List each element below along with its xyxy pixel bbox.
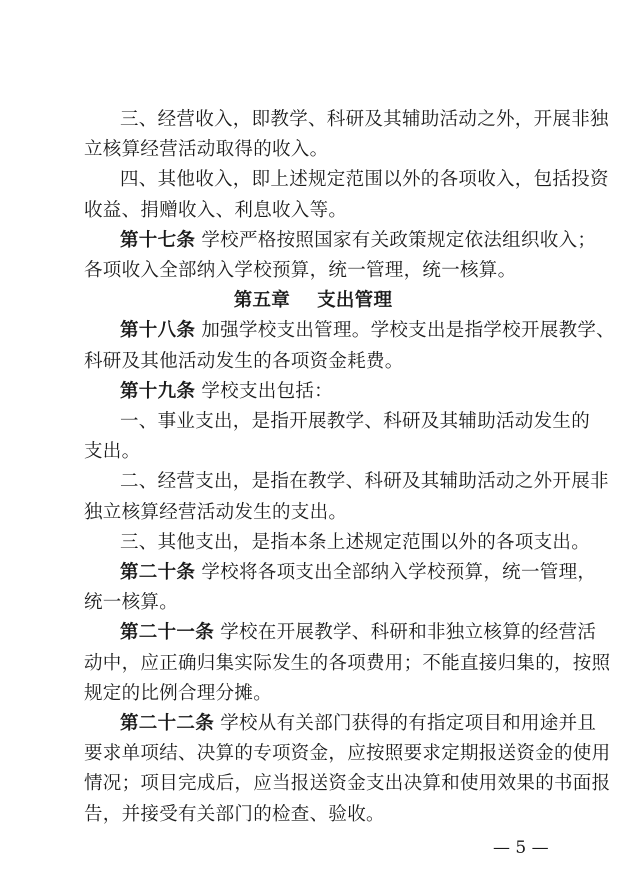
text-line: 一、事业支出，是指开展教学、科研及其辅助活动发生的 [120, 411, 591, 432]
article-line: 第二十条 学校将各项支出全部纳入学校预算，统一管理， [120, 562, 597, 583]
chapter-heading: 第五章 支出管理 [233, 290, 393, 312]
text-line: 各项收入全部纳入学校预算，统一管理，统一核算。 [84, 260, 517, 281]
article-label: 第十九条 [120, 380, 196, 402]
article-label: 第二十二条 [120, 713, 215, 734]
article-label: 第十七条 [120, 229, 196, 251]
page-number: — 5 — [493, 838, 549, 858]
text-line: 四、其他收入，即上述规定范围以外的各项收入，包括投资 [120, 169, 609, 191]
text-line: 情况；项目完成后，应当报送资金支出决算和使用效果的书面报 [84, 773, 611, 795]
text-line: 立核算经营活动取得的收入。 [84, 139, 329, 161]
text-line: 要求单项结、决算的专项资金，应按照要求定期报送资金的使用 [84, 743, 611, 765]
article-label: 第二十一条 [120, 622, 215, 644]
text-line: 科研及其他活动发生的各项资金耗费。 [84, 350, 404, 372]
article-line: 第十九条 学校支出包括： [120, 380, 333, 402]
article-line: 第二十一条 学校在开展教学、科研和非独立核算的经营活 [120, 622, 597, 644]
article-line: 第十七条 学校严格按照国家有关政策规定依法组织收入； [120, 229, 597, 251]
text-line: 收益、捐赠收入、利息收入等。 [84, 199, 348, 221]
article-label: 第二十条 [120, 562, 196, 583]
text-line: 动中，应正确归集实际发生的各项费用；不能直接归集的，按照 [84, 652, 611, 674]
text-line: 三、经营收入，即教学、科研及其辅助活动之外，开展非独 [120, 109, 609, 130]
article-line: 第十八条 加强学校支出管理。学校支出是指学校开展教学、 [120, 320, 615, 342]
text-line: 告，并接受有关部门的检查、验收。 [84, 803, 385, 825]
text-line: 规定的比例合理分摊。 [84, 682, 273, 704]
text-line: 支出。 [84, 441, 141, 463]
article-label: 第十八条 [120, 320, 196, 342]
text-line: 独立核算经营活动发生的支出。 [84, 501, 348, 523]
text-line: 统一核算。 [84, 592, 179, 614]
article-line: 第二十二条 学校从有关部门获得的有指定项目和用途并且 [120, 713, 597, 734]
text-line: 二、经营支出，是指在教学、科研及其辅助活动之外开展非 [120, 471, 609, 493]
text-line: 三、其他支出，是指本条上述规定范围以外的各项支出。 [120, 531, 591, 553]
